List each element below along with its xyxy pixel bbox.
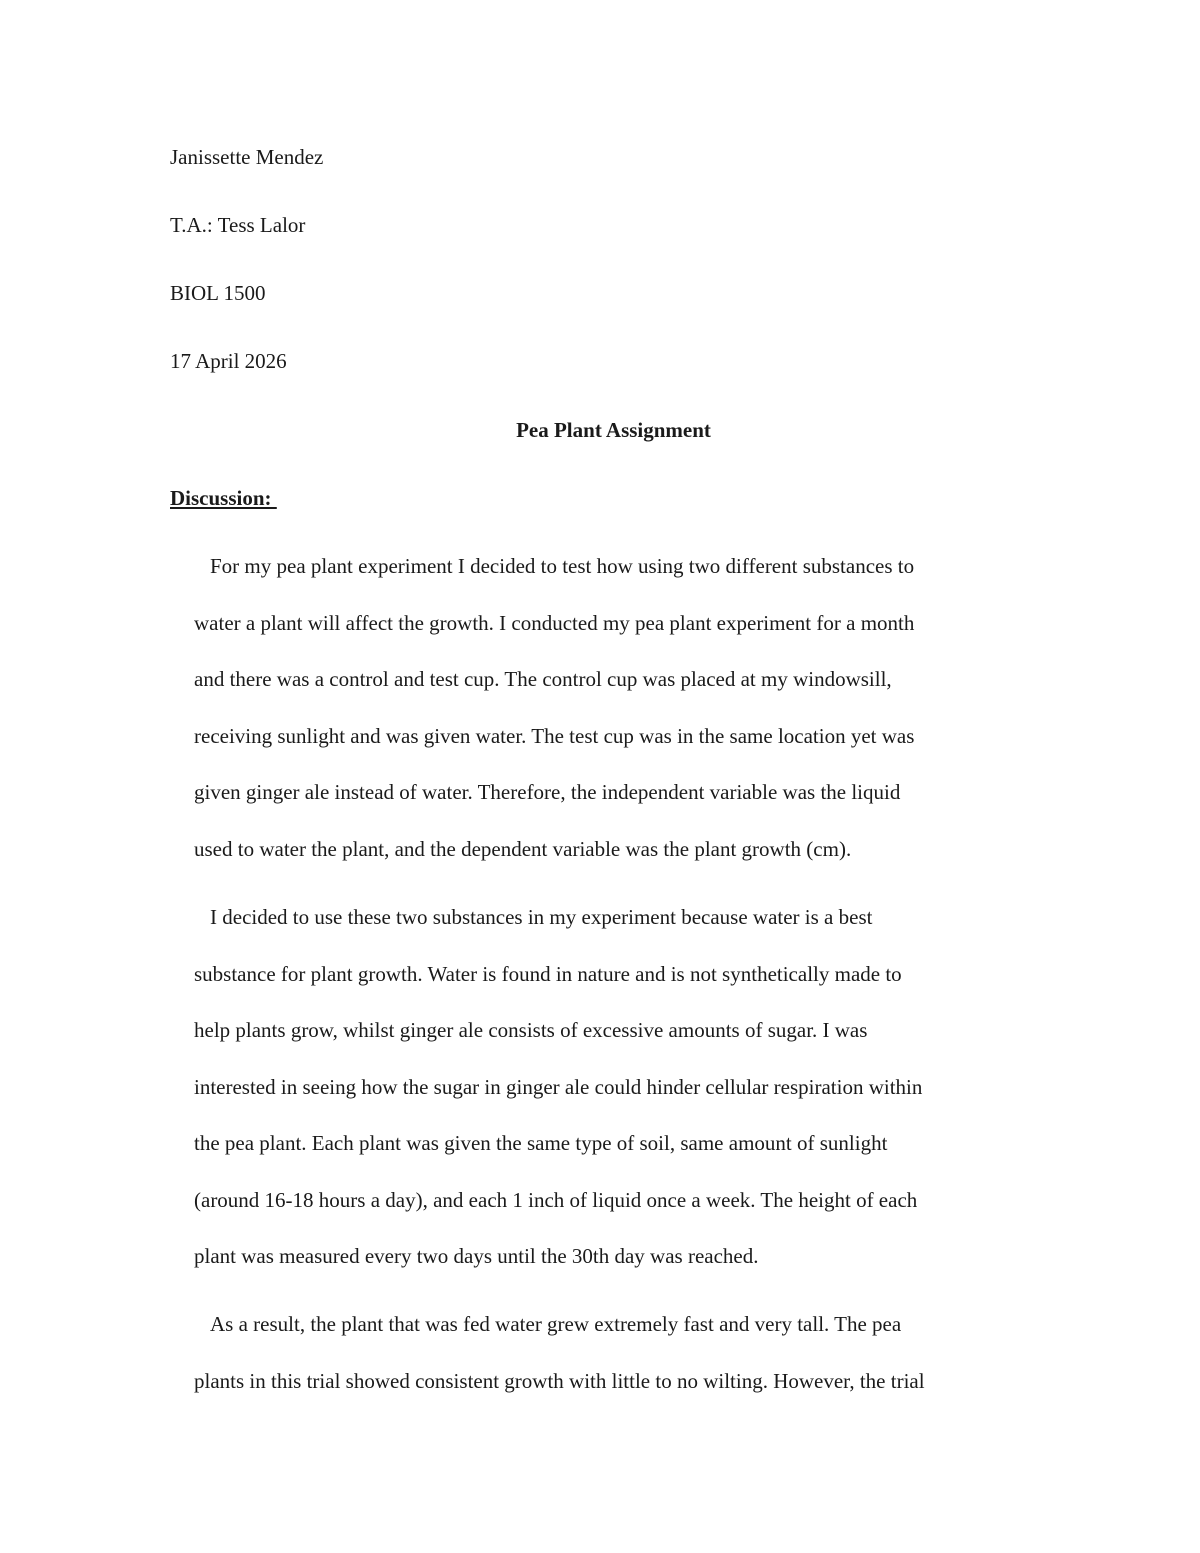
paragraph-line: For my pea plant experiment I decided to test how using two different substances to bbox=[210, 554, 915, 578]
document-date: 17 April 2026 bbox=[170, 349, 287, 373]
paragraph-line: the pea plant. Each plant was given the same type of soil, same amount of sunlight bbox=[194, 1131, 888, 1155]
author-name: Janissette Mendez bbox=[170, 145, 324, 169]
paragraph-line: plant was measured every two days until the 30th day was reached. bbox=[194, 1244, 759, 1268]
paragraph-line: interested in seeing how the sugar in ginger ale could hinder cellular respiration within bbox=[194, 1075, 923, 1099]
paragraph-line: plants in this trial showed consistent growth with little to no wilting. However, the trial bbox=[194, 1369, 925, 1393]
paragraph-line: receiving sunlight and was given water. The test cup was in the same location yet was bbox=[194, 724, 915, 748]
document-title: Pea Plant Assignment bbox=[516, 418, 711, 442]
discussion-heading: Discussion: bbox=[170, 486, 277, 510]
paragraph-line: and there was a control and test cup. The control cup was placed at my windowsill, bbox=[194, 667, 892, 691]
paragraph-line: substance for plant growth. Water is found in nature and is not synthetically made to bbox=[194, 962, 902, 986]
ta-name: T.A.: Tess Lalor bbox=[170, 213, 306, 237]
paragraph-line: used to water the plant, and the dependent variable was the plant growth (cm). bbox=[194, 837, 852, 861]
paragraph-line: I decided to use these two substances in my experiment because water is a best bbox=[210, 905, 873, 929]
course-code: BIOL 1500 bbox=[170, 281, 266, 305]
paragraph-line: (around 16-18 hours a day), and each 1 inch of liquid once a week. The height of each bbox=[194, 1188, 918, 1212]
paragraph-line: given ginger ale instead of water. Therefore, the independent variable was the liquid bbox=[194, 780, 901, 804]
paragraph-line: As a result, the plant that was fed water grew extremely fast and very tall. The pea bbox=[210, 1312, 902, 1336]
paragraph-line: help plants grow, whilst ginger ale consists of excessive amounts of sugar. I was bbox=[194, 1018, 868, 1042]
paragraph-line: water a plant will affect the growth. I conducted my pea plant experiment for a month bbox=[194, 611, 915, 635]
